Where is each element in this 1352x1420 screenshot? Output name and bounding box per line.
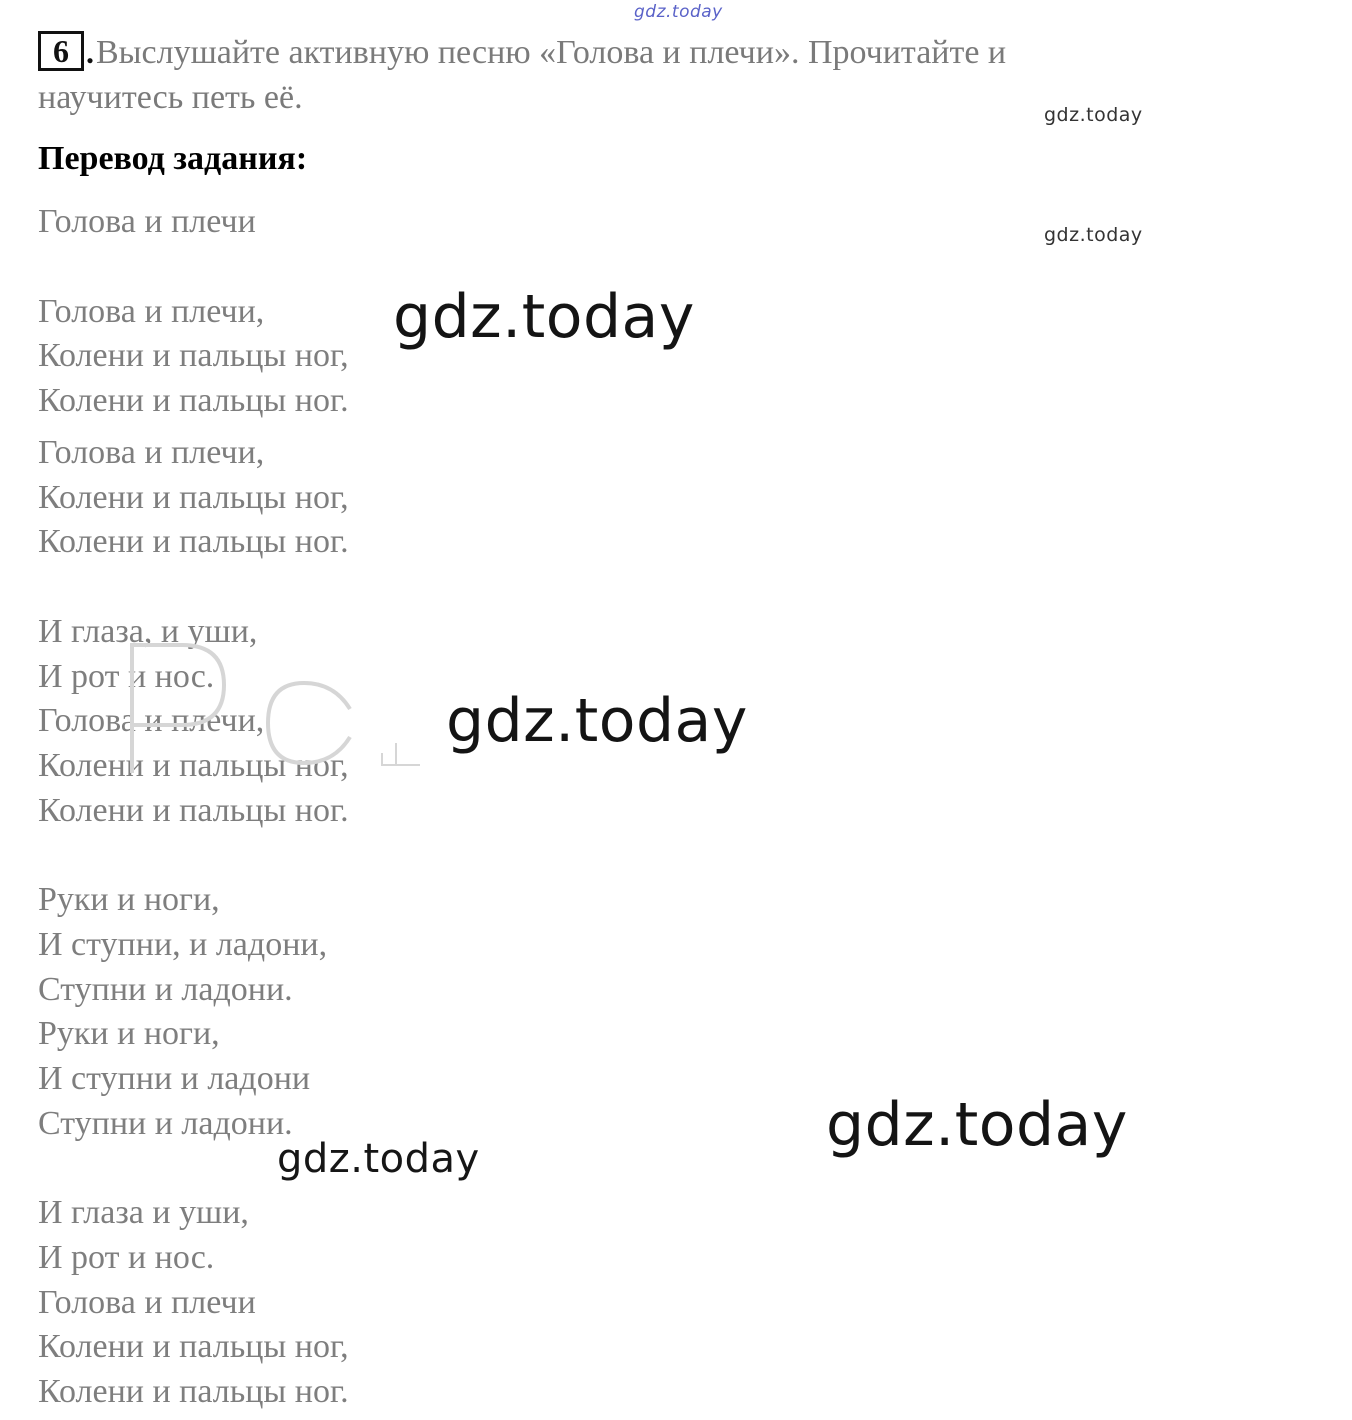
task-number: 6	[38, 31, 84, 71]
song-line: И глаза и уши,	[38, 1194, 249, 1231]
song-line: Голова и плечи,	[38, 702, 265, 739]
song-line: Руки и ноги,	[38, 881, 220, 918]
song-line: Колени и пальцы ног,	[38, 479, 349, 516]
song-title: Голова и плечи	[38, 203, 256, 240]
song-line: И глаза, и уши,	[38, 613, 258, 650]
watermark-big-1: gdz.today	[393, 282, 695, 352]
watermark-big-2: gdz.today	[446, 686, 748, 756]
song-line: И рот и нос.	[38, 658, 215, 695]
song-line: Ступни и ладони.	[38, 1105, 293, 1142]
song-line: И ступни, и ладони,	[38, 926, 328, 963]
watermark-small-1: gdz.today	[1044, 104, 1143, 126]
song-line: Голова и плечи,	[38, 434, 265, 471]
song-line: Колени и пальцы ног,	[38, 747, 349, 784]
faint-logo-watermark	[120, 625, 440, 785]
song-line: Руки и ноги,	[38, 1015, 220, 1052]
task-number-dot: .	[86, 34, 94, 70]
watermark-top: gdz.today	[634, 2, 723, 22]
song-line: Колени и пальцы ног,	[38, 1328, 349, 1365]
song-line: И ступни и ладони	[38, 1060, 311, 1097]
translation-heading: Перевод задания:	[38, 140, 308, 177]
watermark-small-2: gdz.today	[1044, 224, 1143, 246]
watermark-big-3: gdz.today	[826, 1090, 1128, 1160]
song-line: Колени и пальцы ног.	[38, 1373, 349, 1410]
song-line: И рот и нос.	[38, 1239, 215, 1276]
song-line: Колени и пальцы ног,	[38, 337, 349, 374]
song-line: Ступни и ладони.	[38, 971, 293, 1008]
song-line: Колени и пальцы ног.	[38, 792, 349, 829]
song-line: Колени и пальцы ног.	[38, 523, 349, 560]
song-line: Голова и плечи	[38, 1284, 256, 1321]
song-line: Голова и плечи,	[38, 293, 265, 330]
watermark-mid-left: gdz.today	[277, 1136, 480, 1182]
task-instruction: Выслушайте активную песню «Голова и плечи». Прочитайте и научитесь петь её.	[38, 34, 1007, 116]
song-line: Колени и пальцы ног.	[38, 382, 349, 419]
